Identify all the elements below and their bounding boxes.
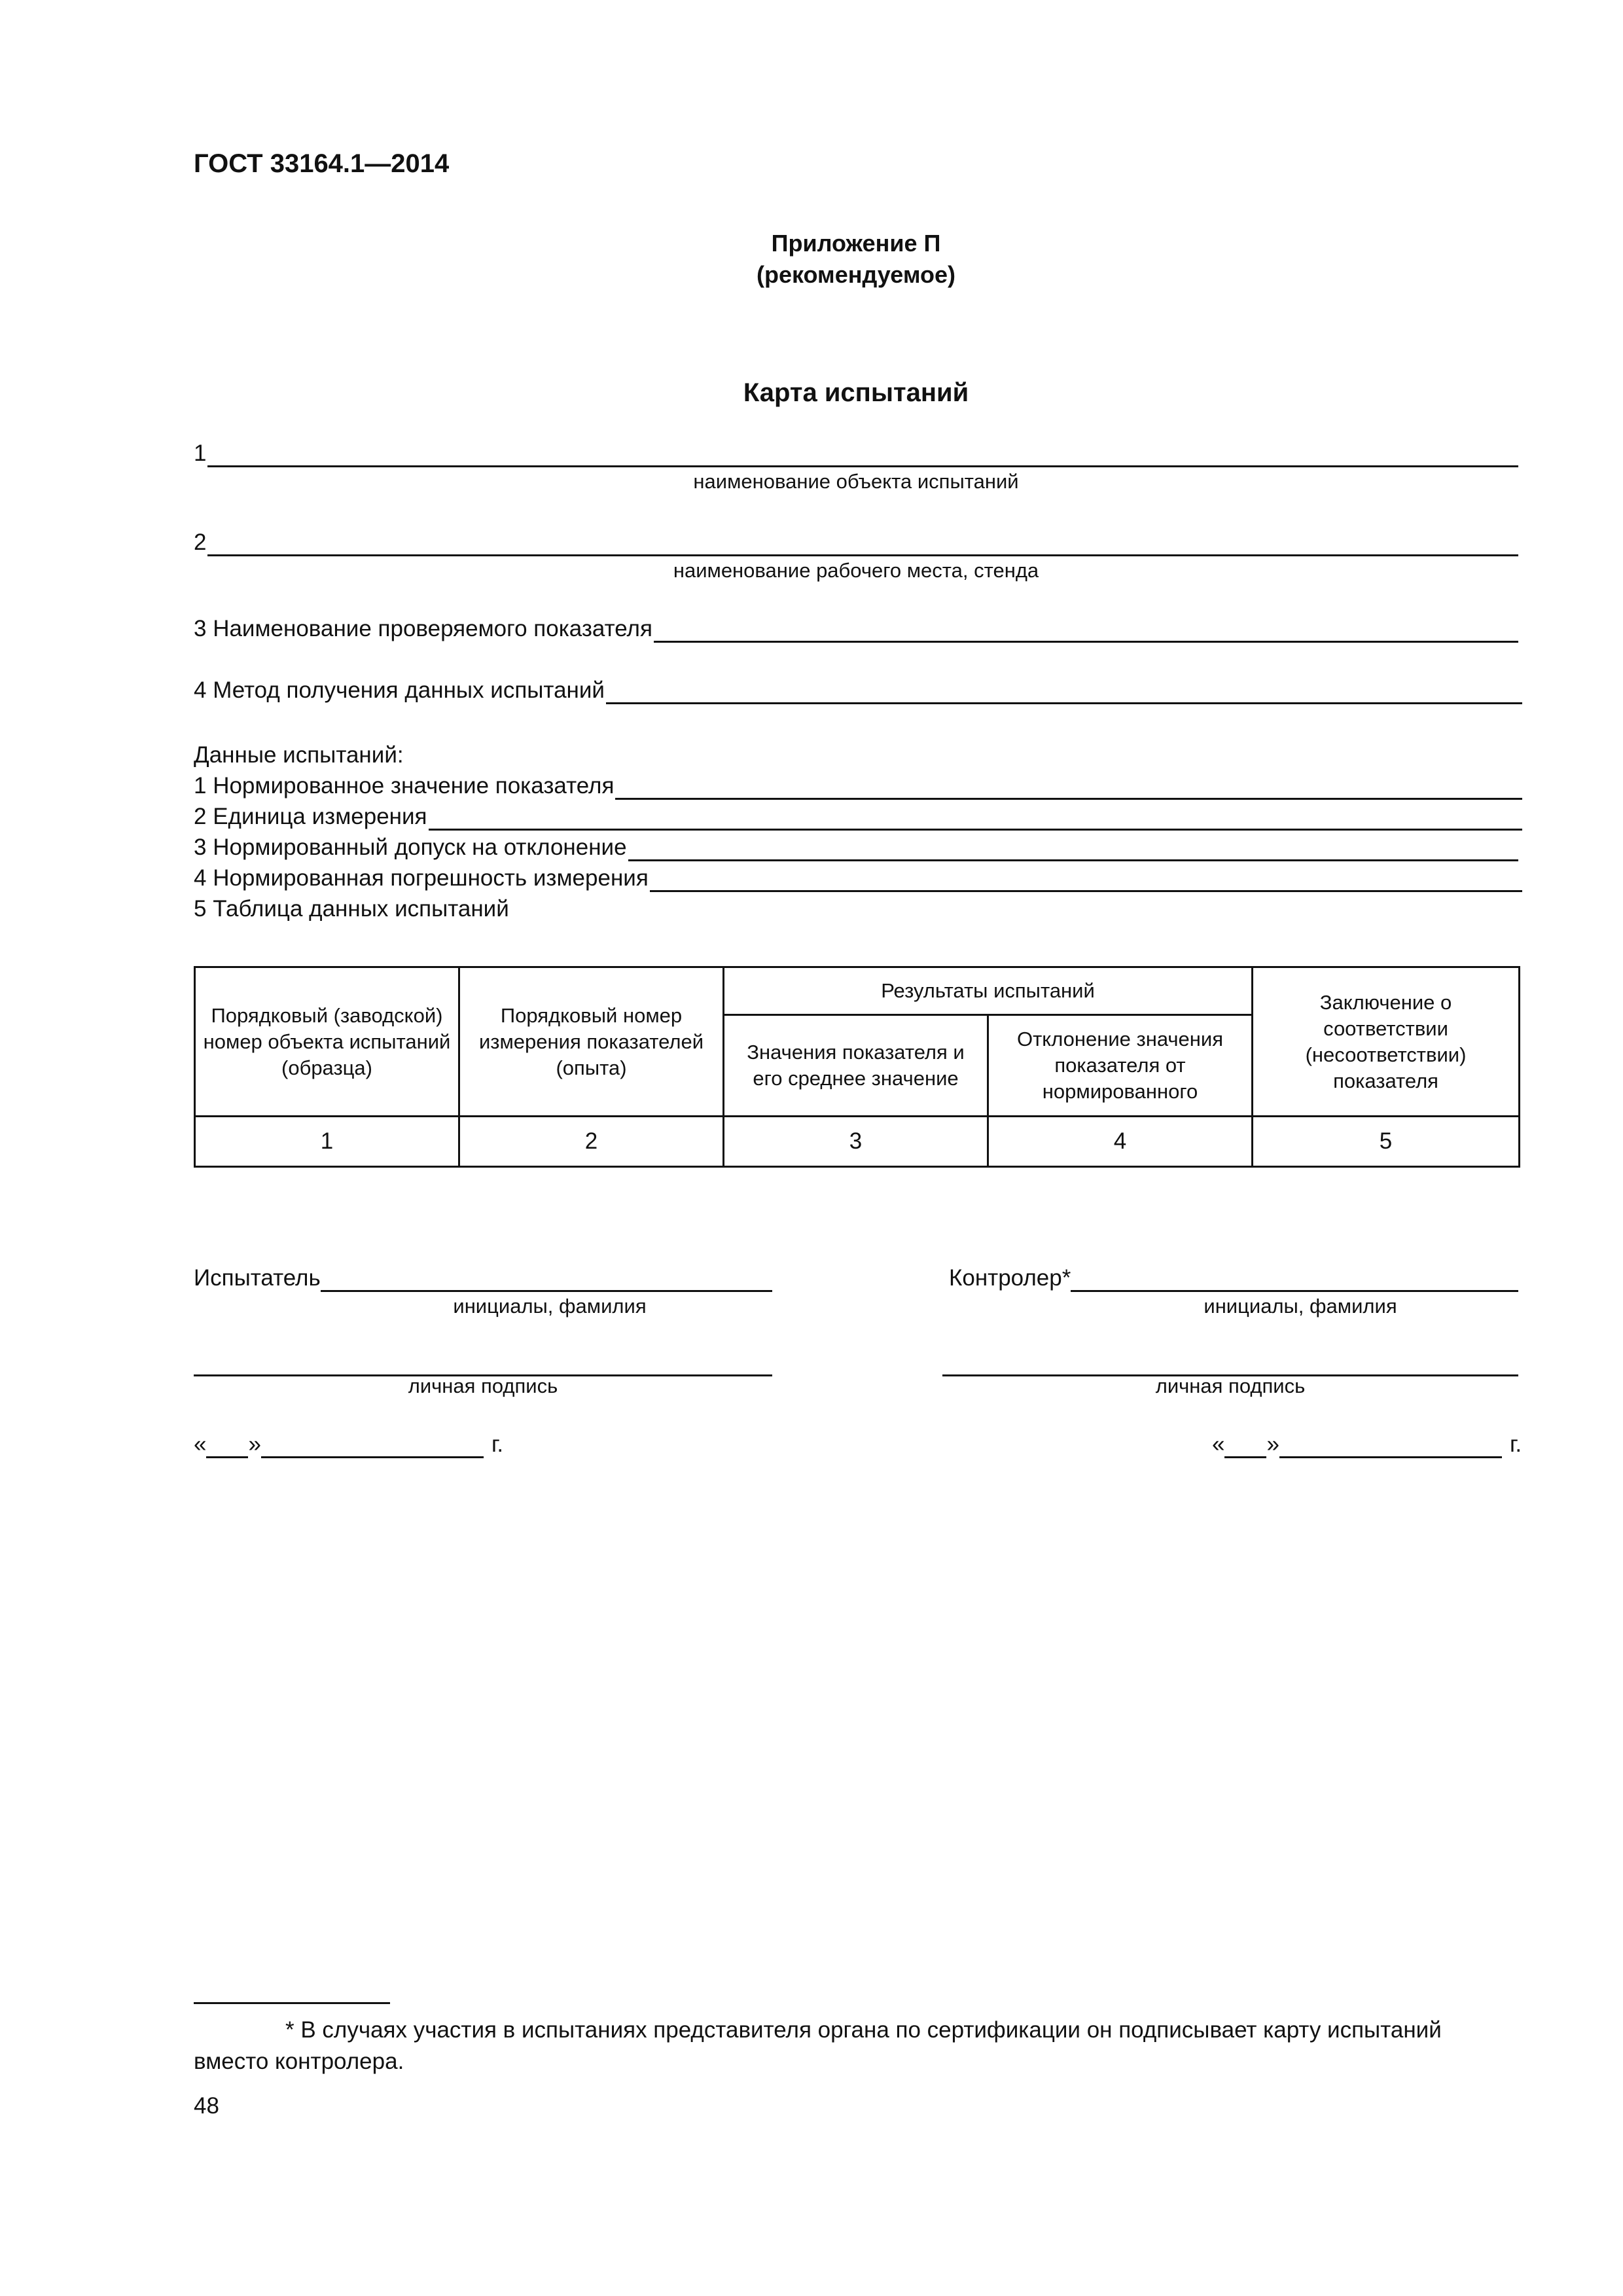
appendix-title-block (194, 228, 1518, 291)
tester-row (194, 1265, 772, 1292)
field-1-line[interactable] (207, 443, 1518, 467)
test-results-table (194, 966, 1520, 1168)
tester-date-row (194, 1431, 503, 1458)
test-data-item-3-label: 3 Нормированный допуск на отклонение (194, 834, 627, 860)
test-data-item-2 (194, 803, 1522, 831)
test-data-item-2-label: 2 Единица измерения (194, 804, 427, 829)
table-number-row (195, 1117, 1520, 1167)
appendix-title: Приложение П (771, 230, 941, 257)
tester-date-day-line[interactable] (206, 1434, 248, 1458)
tester-signature-caption: личная подпись (408, 1374, 558, 1397)
controller-label: Контролер* (949, 1265, 1071, 1291)
field-3-label: 3 Наименование проверяемого показателя (194, 616, 652, 641)
test-data-item-1-line[interactable] (615, 776, 1522, 800)
controller-date-day-line[interactable] (1224, 1434, 1266, 1458)
controller-initials-caption: инициалы, фамилия (1204, 1295, 1397, 1318)
controller-date-close-quote: » (1266, 1431, 1279, 1457)
col-number-5: 5 (1253, 1117, 1520, 1167)
test-data-item-4-line[interactable] (650, 868, 1522, 892)
test-data-item-5 (194, 895, 1518, 923)
test-data-item-4-label: 4 Нормированная погрешность измерения (194, 865, 649, 891)
test-data-item-4 (194, 865, 1522, 892)
col-sample-number-header: Порядковый (заводской) номер объекта испытаний (образца) (195, 967, 459, 1117)
tester-date-month-line[interactable] (261, 1434, 484, 1458)
controller-signature-caption: личная подпись (1155, 1374, 1306, 1397)
controller-name-line[interactable] (1071, 1268, 1518, 1292)
col-measurement-number-header: Порядковый номер измерения показателей (опыта) (459, 967, 724, 1117)
field-3-row (194, 615, 1518, 643)
field-3-line[interactable] (654, 619, 1518, 643)
controller-date-row (1212, 1431, 1522, 1458)
controller-row (949, 1265, 1518, 1292)
tester-date-close-quote: » (248, 1431, 261, 1457)
tester-date-year: г. (491, 1431, 504, 1457)
controller-date-open-quote: « (1212, 1431, 1225, 1457)
field-2-caption: наименование рабочего места, стенда (673, 559, 1039, 582)
col-number-1: 1 (195, 1117, 459, 1167)
tester-date-open-quote: « (194, 1431, 207, 1457)
field-4-row (194, 677, 1522, 704)
test-data-item-1-label: 1 Нормированное значение показателя (194, 773, 615, 798)
col-values-header: Значения показателя и его среднее значение (724, 1015, 988, 1117)
test-data-item-2-line[interactable] (429, 806, 1522, 831)
footnote-divider (194, 2002, 390, 2004)
table-header-row-1 (195, 967, 1520, 1015)
footnote-text: * В случаях участия в испытаниях представителя органа по сертификации он подписывает карту испытаний вместо контролера. (194, 2017, 1442, 2074)
field-4-label: 4 Метод получения данных испытаний (194, 677, 605, 703)
field-2-row (194, 529, 1518, 556)
controller-date-year: г. (1509, 1431, 1522, 1457)
field-2-line[interactable] (207, 532, 1518, 556)
tester-name-line[interactable] (321, 1268, 772, 1292)
col-number-2: 2 (459, 1117, 724, 1167)
field-2-number: 2 (194, 529, 207, 555)
field-1-number: 1 (194, 440, 207, 466)
test-data-item-5-label: 5 Таблица данных испытаний (194, 896, 509, 922)
test-data-item-1 (194, 772, 1522, 800)
field-1-row (194, 440, 1518, 467)
tester-label: Испытатель (194, 1265, 321, 1291)
appendix-subtitle: (рекомендуемое) (757, 261, 955, 288)
col-number-3: 3 (724, 1117, 988, 1167)
test-data-heading: Данные испытаний: (194, 742, 404, 768)
tester-initials-caption: инициалы, фамилия (453, 1295, 647, 1318)
card-title: Карта испытаний (743, 378, 969, 407)
col-number-4: 4 (988, 1117, 1253, 1167)
document-header: ГОСТ 33164.1—2014 (194, 149, 450, 178)
field-1-caption: наименование объекта испытаний (693, 470, 1019, 493)
page-number: 48 (194, 2093, 219, 2119)
col-results-group-header: Результаты испытаний (724, 967, 1253, 1015)
test-data-item-3 (194, 834, 1518, 861)
col-deviation-header: Отклонение значения показателя от нормированного (988, 1015, 1253, 1117)
col-conclusion-header: Заключение о соответствии (несоответствии) показателя (1253, 967, 1520, 1117)
field-4-line[interactable] (606, 680, 1522, 704)
test-data-item-3-line[interactable] (628, 837, 1518, 861)
controller-date-month-line[interactable] (1279, 1434, 1502, 1458)
